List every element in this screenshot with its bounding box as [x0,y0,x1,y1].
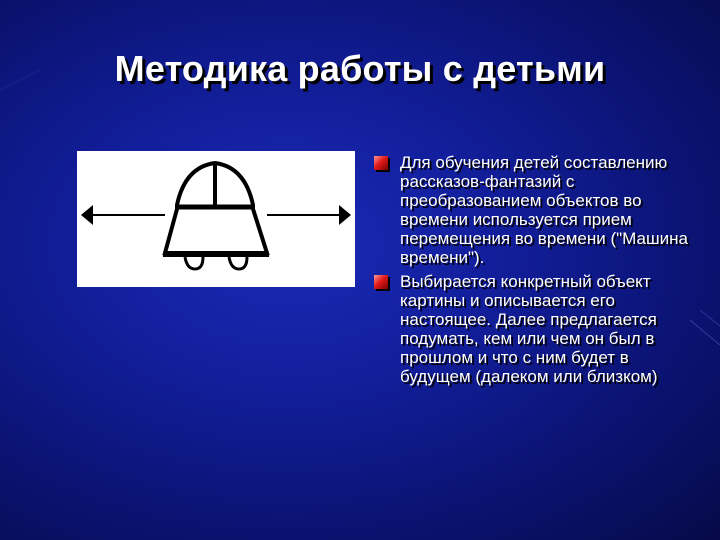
square-bullet-icon [374,156,388,170]
bullet-list [374,153,694,391]
time-machine-picture [77,151,355,287]
square-bullet-icon [374,275,388,289]
bullet-item [374,272,694,386]
slide-title: Методика работы с детьми [114,48,606,89]
bullet-text: Выбирается конкретный объект картины и описывается его настоящее. Далее предлагается подумать, кем или чем он был в прошлом и что с ним будет в будущем (далеком или близком) [400,272,658,386]
time-machine-bell-icon [77,151,355,287]
bullet-item [374,153,694,267]
bullet-text: Для обучения детей составлению рассказов-фантазий с преобразованием объектов во времени используется прием перемещения во времени ("Машина времени"). [400,153,688,267]
